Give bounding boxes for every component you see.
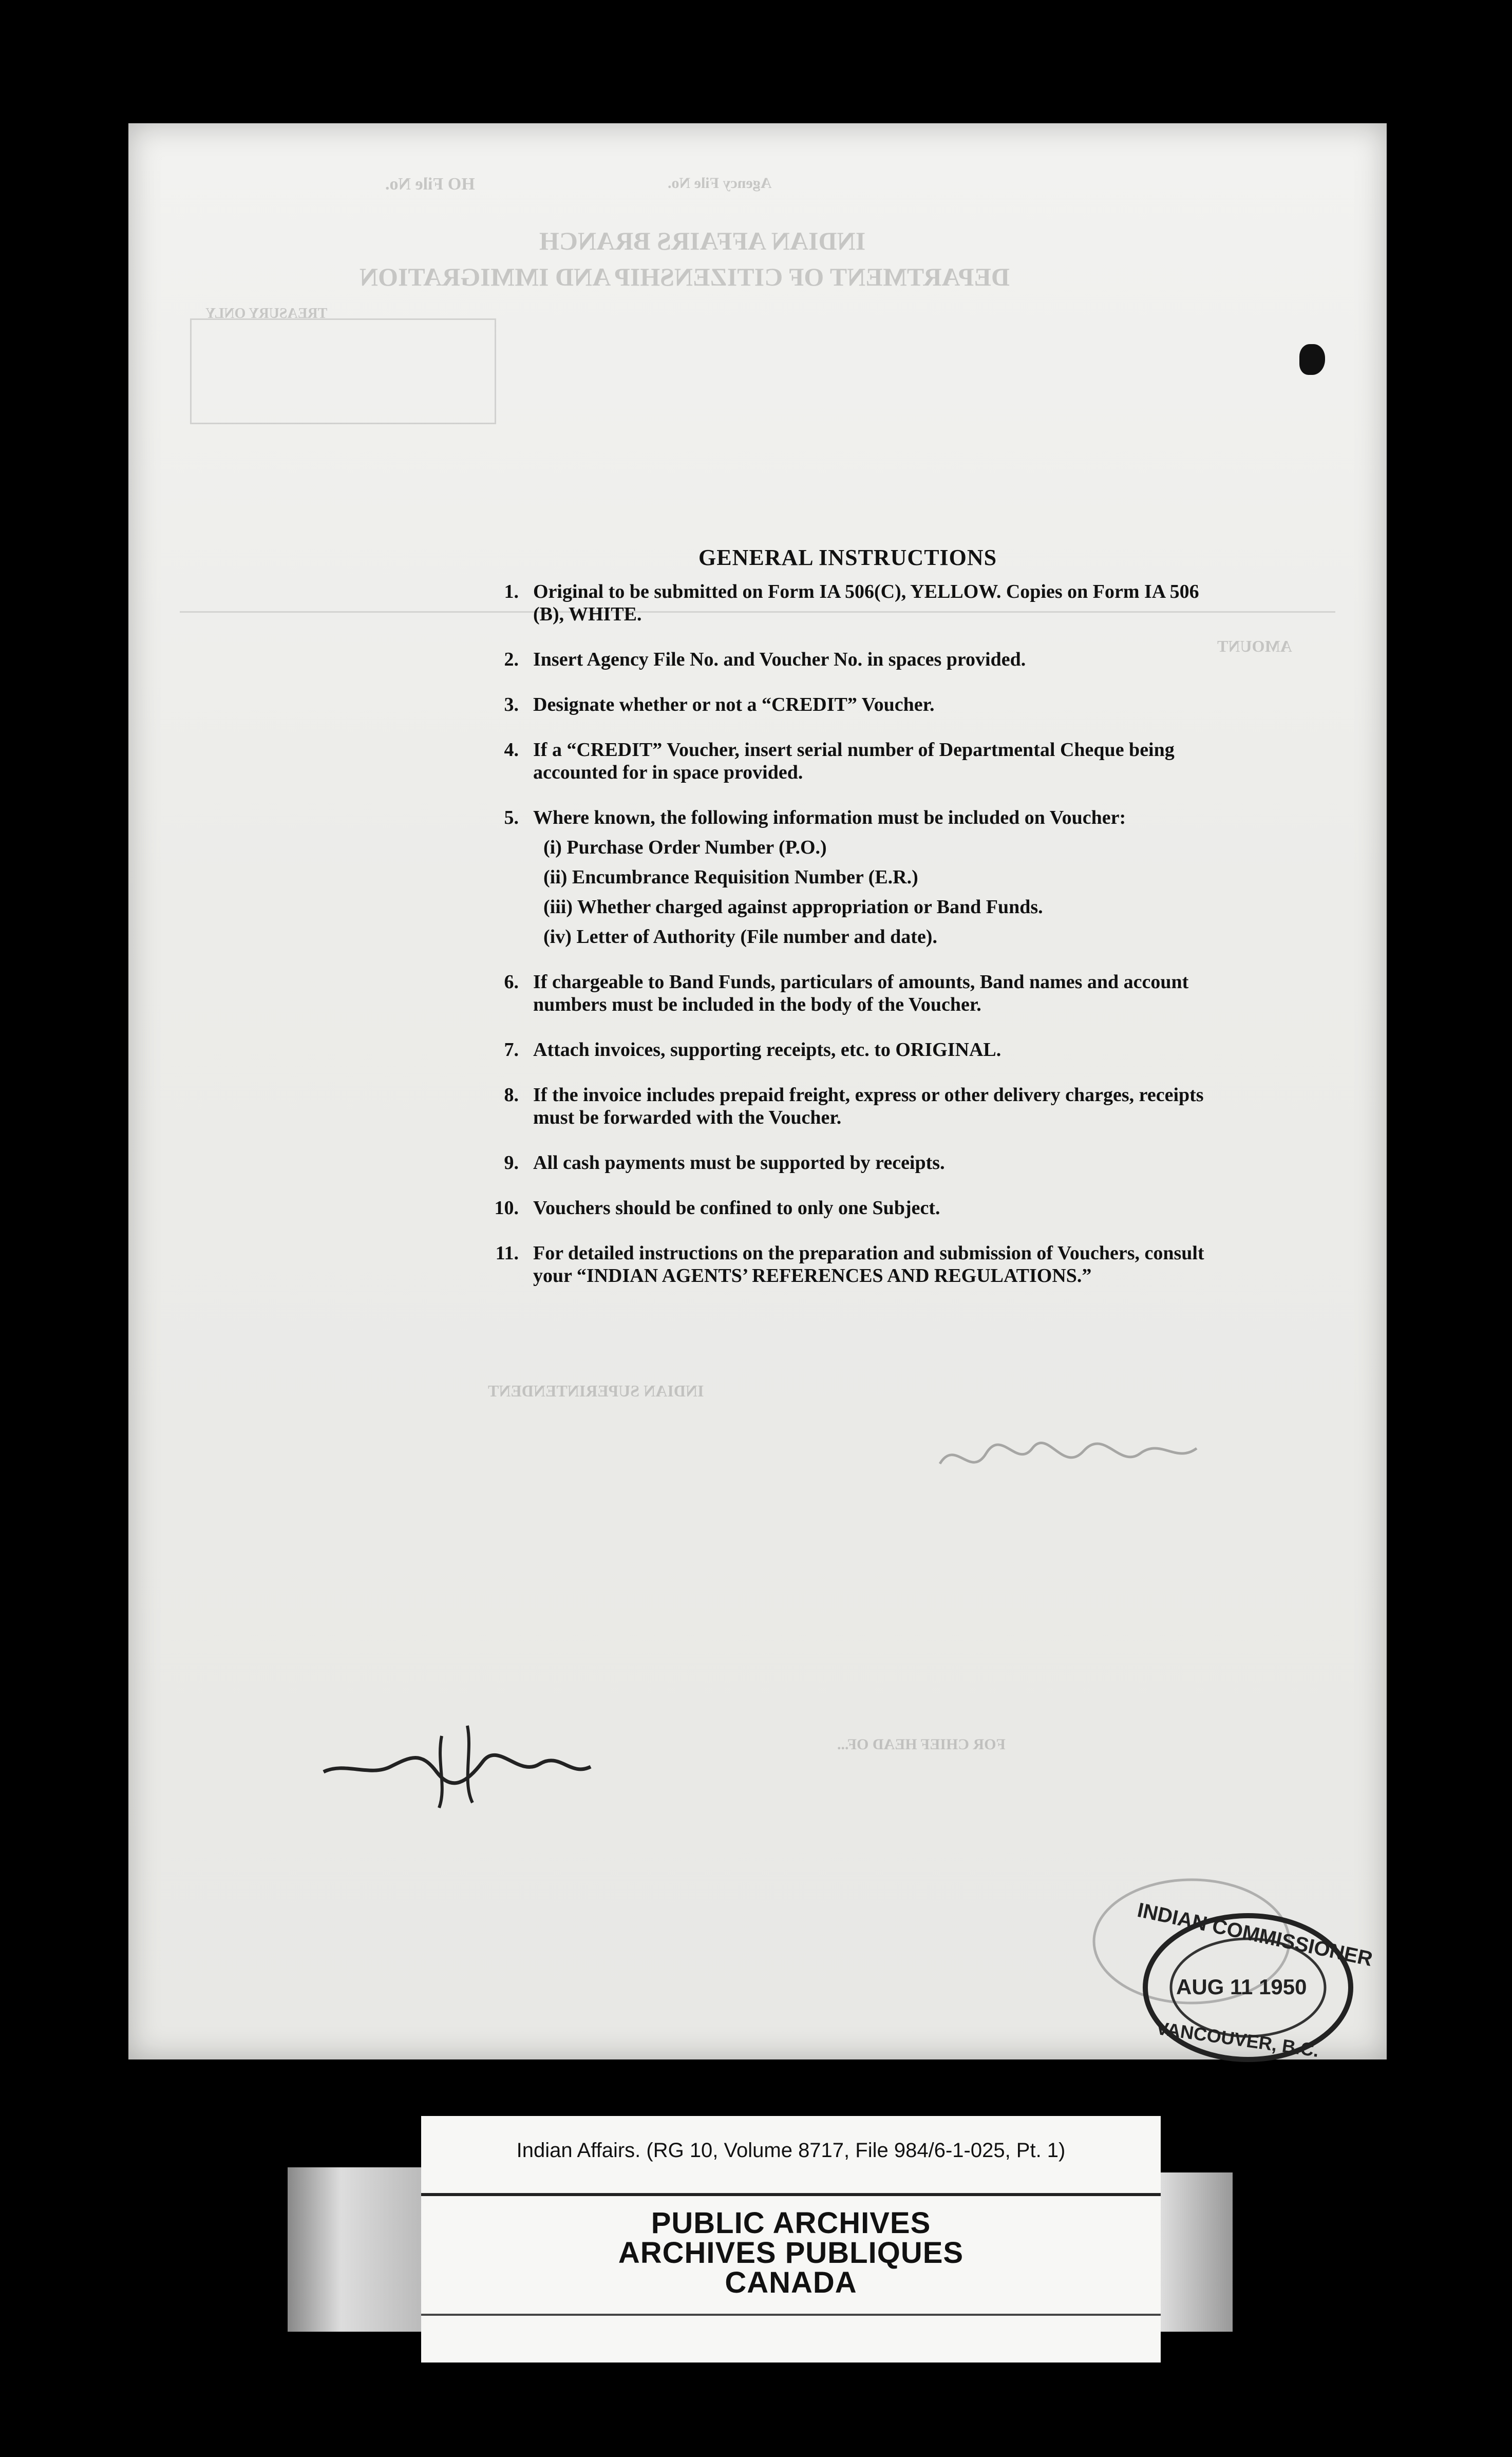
sub-item: (iv) Letter of Authority (File number and date). <box>543 926 937 948</box>
instruction-item: 5. Where known, the following information must be included on Voucher: (i) Purchase Order Number (P.O.) (ii) Encumbrance Requisition Number (E.R.) (iii) Whether charged against appropriation or Band Funds. (iv) Letter of Authority (File number and date). <box>462 806 1233 948</box>
ghost-department: DEPARTMENT OF CITIZENSHIP AND IMMIGRATION <box>360 262 1010 291</box>
instruction-item: 3. Designate whether or not a “CREDIT” Voucher. <box>504 694 935 715</box>
instruction-item: 1. Original to be submitted on Form IA 506(C), YELLOW. Copies on Form IA 506 (B), WHITE. <box>504 581 1199 625</box>
ghost-treasury-box <box>190 318 496 424</box>
archive-line-3: CANADA <box>725 2266 857 2299</box>
stamp-date: AUG 11 1950 <box>1176 1975 1307 1999</box>
archive-label <box>421 2208 1161 2298</box>
instruction-5-text: Where known, the following information must be included on Voucher: <box>533 807 1126 828</box>
sub-item: (i) Purchase Order Number (P.O.) <box>543 837 827 858</box>
instruction-item: 9. All cash payments must be supported by receipts. <box>504 1152 945 1174</box>
stamp-bottom-text: VANCOUVER, B.C. <box>1155 2017 1320 2062</box>
archive-tab-left-edge <box>288 2167 421 2332</box>
instruction-item: 8. If the invoice includes prepaid freight, express or other delivery charges, receipts must be forwarded with the Voucher. <box>504 1084 1204 1128</box>
ink-blot <box>1299 344 1325 375</box>
instruction-item: 2. Insert Agency File No. and Voucher No. in spaces provided. <box>504 649 1026 670</box>
sub-item: (ii) Encumbrance Requisition Number (E.R.) <box>543 866 918 888</box>
faint-signature <box>935 1428 1202 1484</box>
ghost-for-head: FOR CHIEF HEAD OF... <box>837 1736 1006 1753</box>
archive-line-1: PUBLIC ARCHIVES <box>651 2206 931 2240</box>
stamp-top-text: INDIAN COMMISSIONER <box>1135 1898 1375 1971</box>
instruction-item: 11. For detailed instructions on the preparation and submission of Vouchers, consult your “INDIAN AGENTS’ REFERENCES AND REGULATIONS.” <box>495 1242 1204 1287</box>
instruction-item: 7. Attach invoices, supporting receipts, etc. to ORIGINAL. <box>504 1039 1001 1061</box>
ghost-ho-file: HO File No. <box>385 175 475 194</box>
archive-reference: Indian Affairs. (RG 10, Volume 8717, File 984/6-1-025, Pt. 1) <box>516 2139 1066 2162</box>
instruction-item: 10. Vouchers should be confined to only one Subject. <box>494 1197 940 1219</box>
ghost-treasury: TREASURY ONLY <box>205 306 328 322</box>
archive-rule-top <box>421 2193 1161 2196</box>
ghost-amount: AMOUNT <box>1217 637 1292 655</box>
document-title: GENERAL INSTRUCTIONS <box>698 545 997 570</box>
sub-item: (iii) Whether charged against appropriation or Band Funds. <box>543 896 1043 918</box>
ghost-agency-file: Agency File No. <box>668 175 772 192</box>
ghost-branch: INDIAN AFFAIRS BRANCH <box>539 226 866 255</box>
archive-rule-bottom <box>421 2314 1161 2316</box>
instruction-item: 6. If chargeable to Band Funds, particulars of amounts, Band names and account numbers must be included in the body of the Voucher. <box>504 971 1189 1015</box>
archive-line-2: ARCHIVES PUBLIQUES <box>618 2236 964 2270</box>
ghost-superintendent: INDIAN SUPERINTENDENT <box>488 1382 704 1400</box>
instruction-5-body <box>533 806 1233 948</box>
instruction-item: 4. If a “CREDIT” Voucher, insert serial number of Departmental Cheque being accounted for in space provided. <box>504 739 1175 783</box>
document-page <box>128 123 1387 2062</box>
archive-tab-right-edge <box>1161 2172 1233 2332</box>
instruction-list <box>462 580 1233 1310</box>
signature <box>313 1715 601 1818</box>
